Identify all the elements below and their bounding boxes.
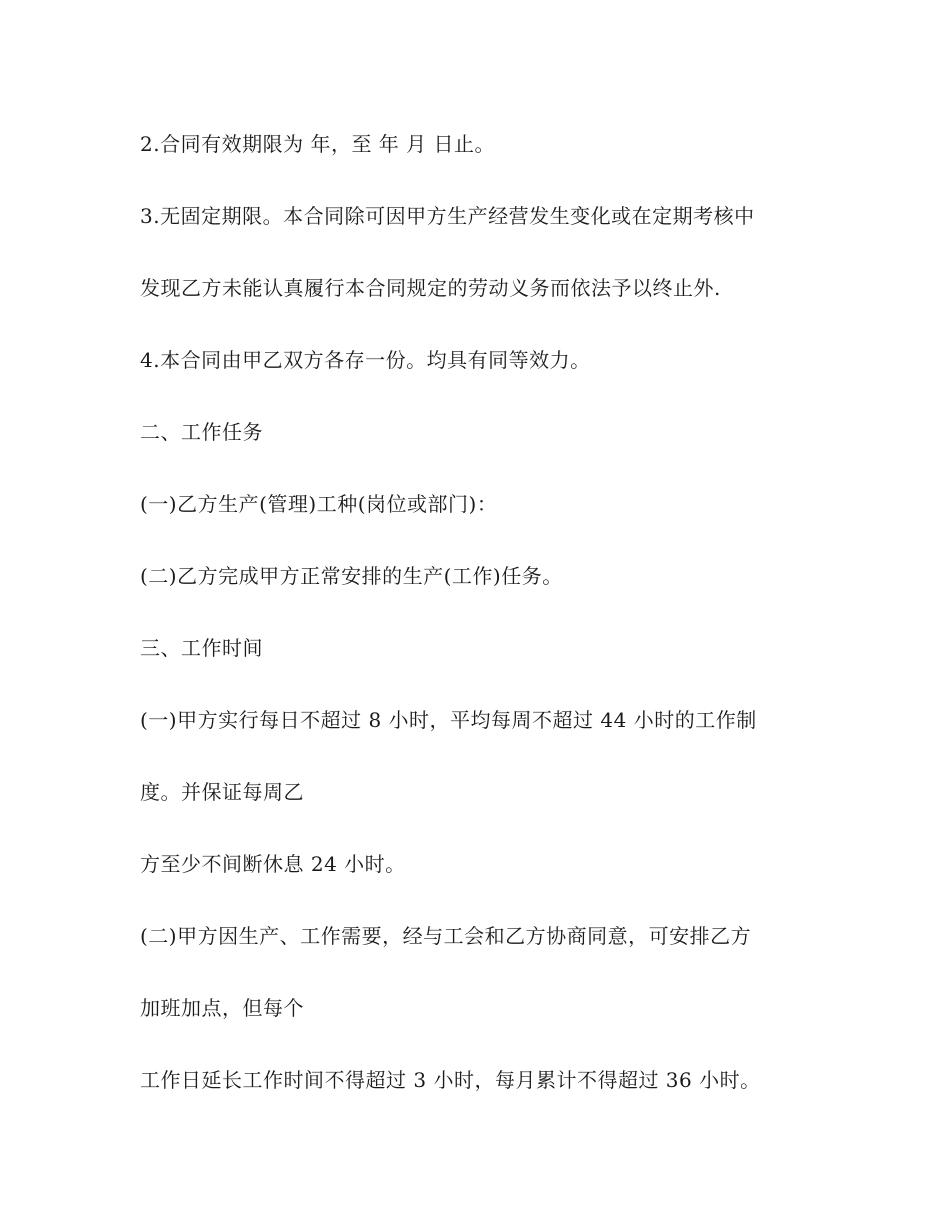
work-hours-item-2: (二)甲方因生产、工作需要，经与工会和乙方协商同意，可安排乙方 [140,924,752,948]
section-heading-work-tasks: 二、工作任务 [140,420,263,444]
work-hours-item-2-cont-a: 加班加点，但每个 [140,996,304,1020]
clause-4-copies: 4.本合同由甲乙双方各存一份。均具有同等效力。 [140,348,591,372]
work-hours-item-2-cont-b: 工作日延长工作时间不得超过 3 小时，每月累计不得超过 36 小时。 [140,1068,761,1092]
work-hours-item-1-cont-b: 方至少不间断休息 24 小时。 [140,852,406,876]
section-heading-work-hours: 三、工作时间 [140,636,263,660]
work-hours-item-1-cont-a: 度。并保证每周乙 [140,780,304,804]
work-task-item-2: (二)乙方完成甲方正常安排的生产(工作)任务。 [140,564,563,588]
clause-3-continued: 发现乙方未能认真履行本合同规定的劳动义务而依法予以终止外. [140,276,721,300]
clause-2-term: 2.合同有效期限为 年，至 年 月 日止。 [140,132,496,156]
work-task-item-1: (一)乙方生产(管理)工种(岗位或部门)： [140,492,498,516]
work-hours-item-1: (一)甲方实行每日不超过 8 小时，平均每周不超过 44 小时的工作制 [140,708,757,732]
clause-3-indefinite-term: 3.无固定期限。本合同除可因甲方生产经营发生变化或在定期考核中 [140,204,755,228]
